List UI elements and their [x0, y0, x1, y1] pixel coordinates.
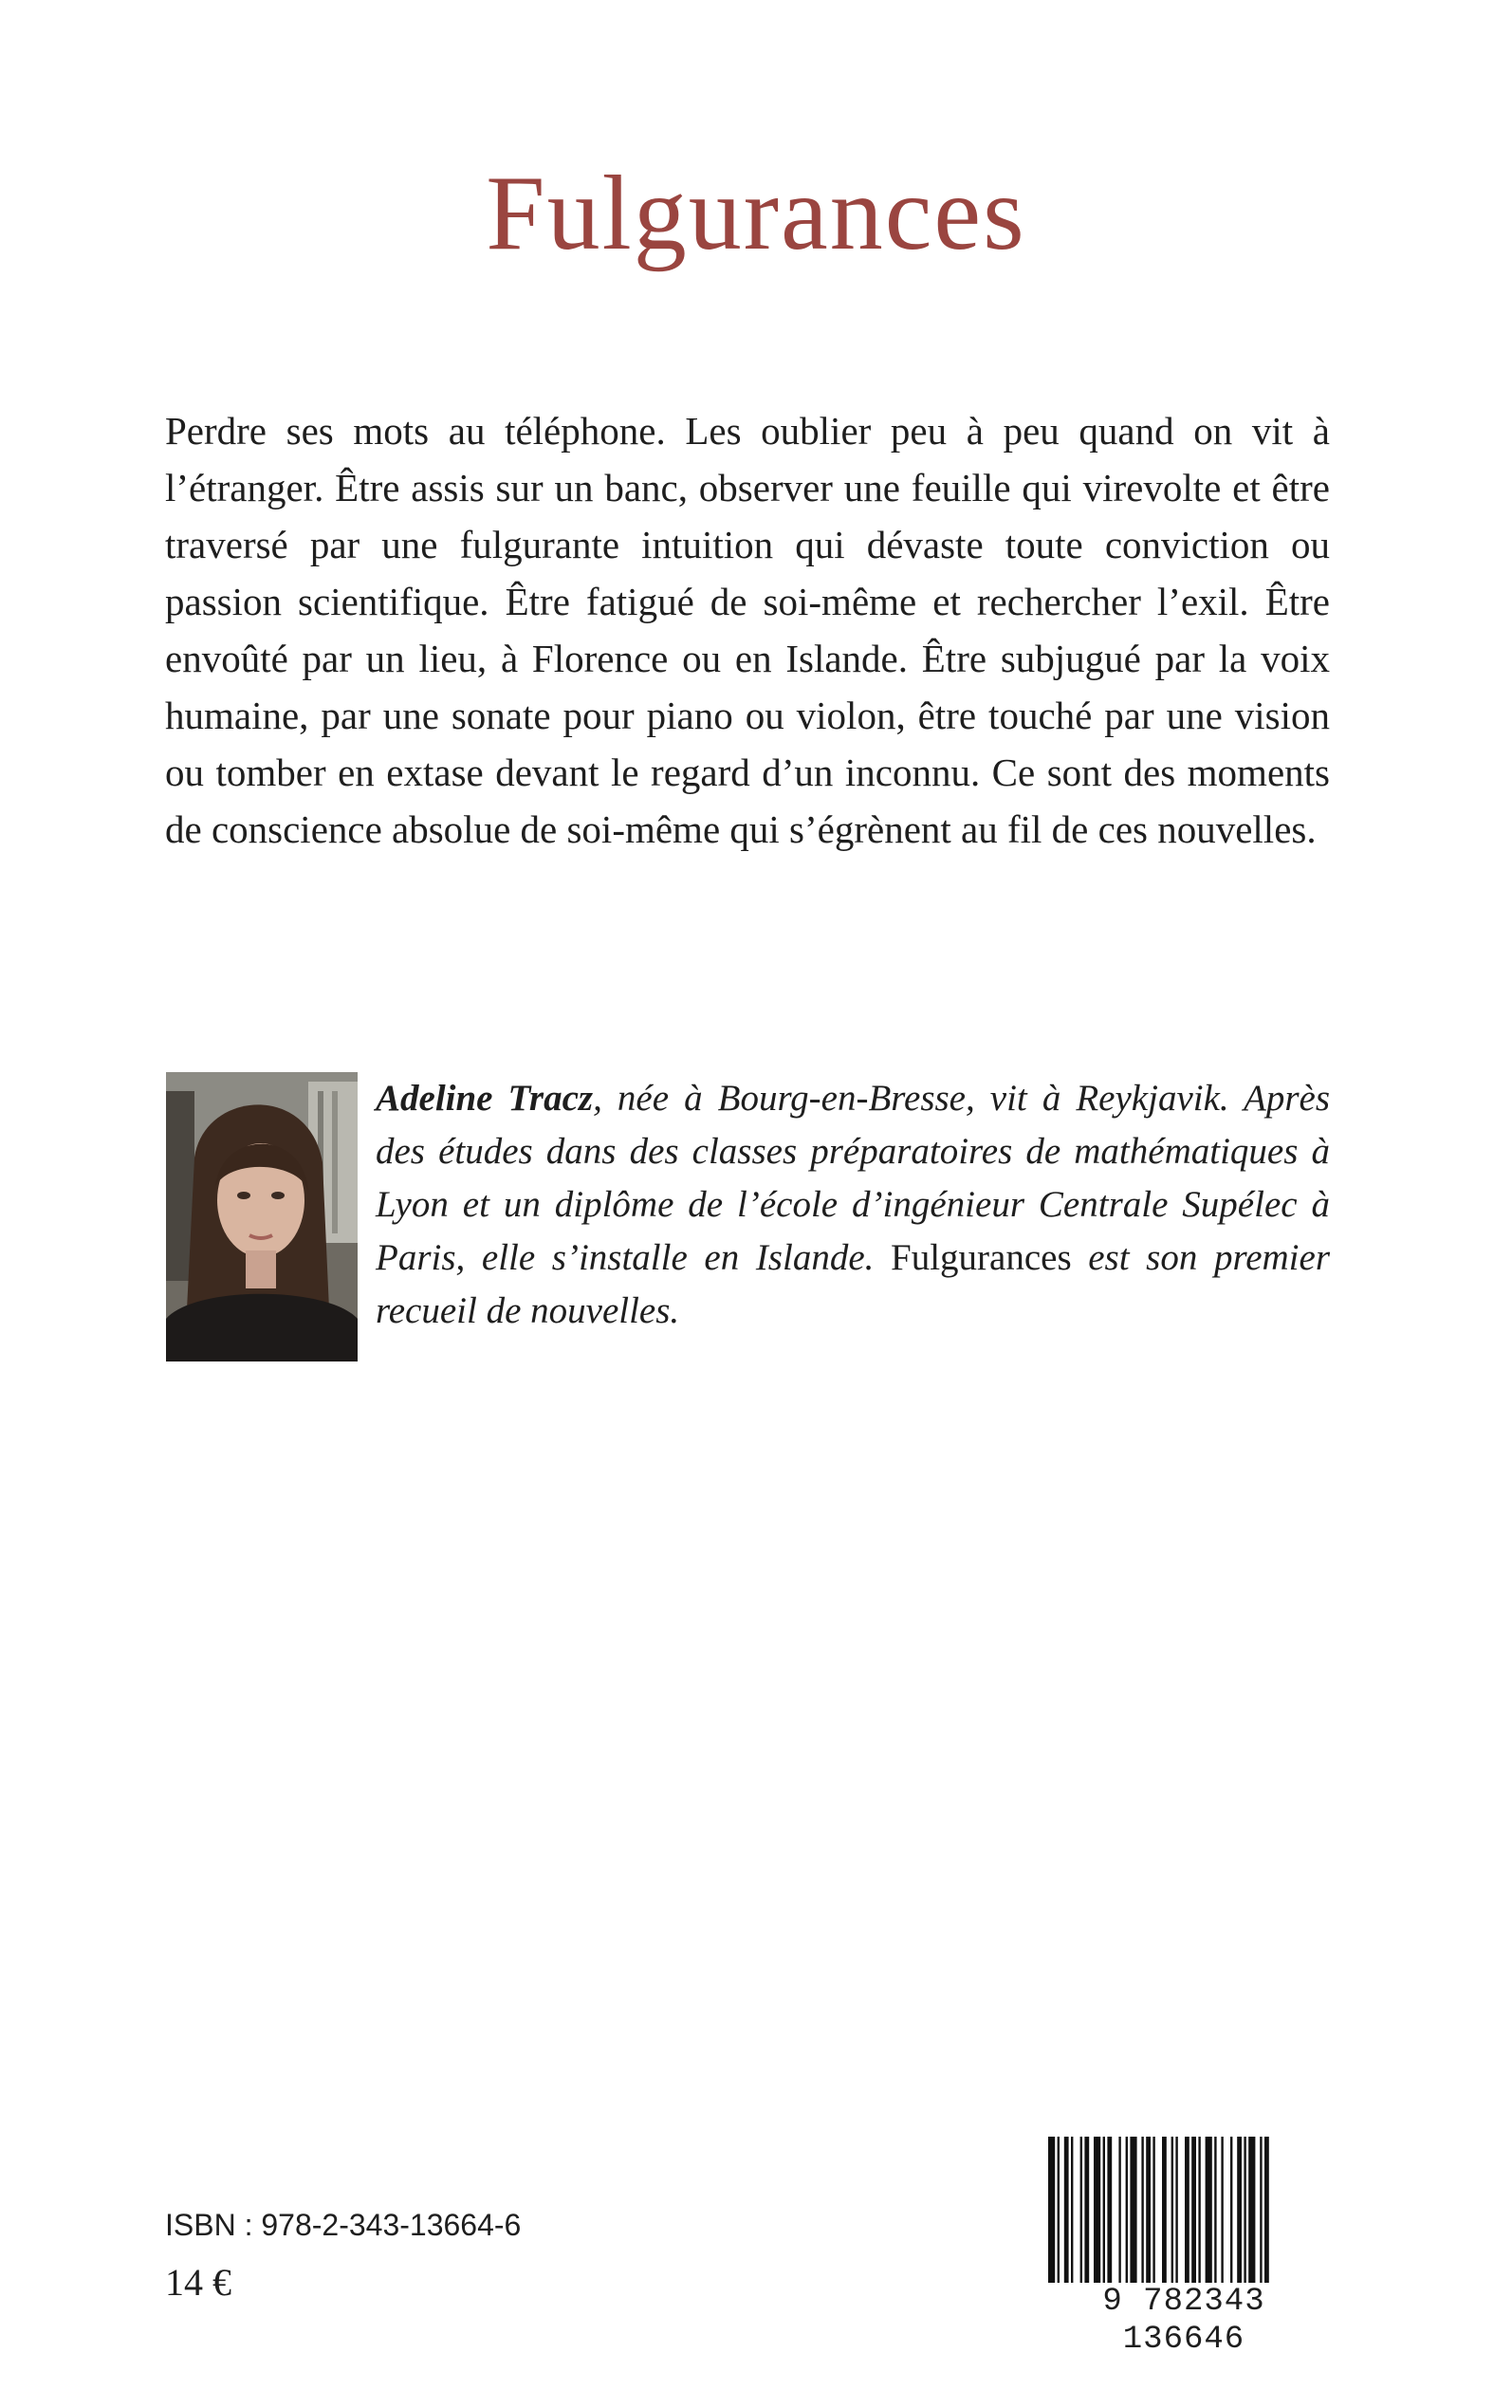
author-bio [376, 1072, 1330, 1338]
barcode-bar [1260, 2137, 1262, 2288]
author-bio-text-end: est son premier recueil de nouvelles. [376, 1237, 1330, 1331]
barcode-bar [1126, 2137, 1128, 2288]
barcode-bar [1214, 2137, 1216, 2288]
barcode-bar [1191, 2137, 1196, 2288]
barcode-bar [1175, 2137, 1177, 2288]
back-cover-blurb: Perdre ses mots au téléphone. Les oublier peu à peu quand on vit à l’étranger. Être assis sur un banc, observer une feuille qui virevolte et être traversé par une fulgurante intuition qui dévaste toute conviction ou passion scientifique. Être fatigué de soi-même et rechercher l’exil. Être envoûté par un lieu, à Florence ou en Islande. Être subjugué par la voix humaine, par une sonate pour piano ou violon, être touché par une vision ou tomber en extase devant le regard d’un inconnu. Ce sont des moments de conscience absolue de soi-même qui s’égrènent au fil de ces nouvelles. [165, 409, 1330, 851]
price: 14 € [165, 2261, 231, 2304]
barcode-bar [1130, 2137, 1136, 2288]
barcode-bar [1198, 2137, 1200, 2288]
barcode-bar [1084, 2137, 1089, 2288]
barcode-bar [1141, 2137, 1143, 2288]
barcode-bar [1071, 2137, 1073, 2288]
author-photo [166, 1072, 358, 1361]
barcode-bar [1152, 2137, 1154, 2288]
isbn: ISBN : 978-2-343-13664-6 [165, 2208, 522, 2242]
barcode-bar [1230, 2137, 1232, 2288]
author-bio-book-title: Fulgurances [891, 1237, 1072, 1278]
barcode-bar [1244, 2137, 1245, 2288]
barcode-bar [1264, 2137, 1269, 2288]
barcode-digits: 9 782343 136646 [1037, 2283, 1331, 2359]
barcode-bar [1107, 2137, 1112, 2288]
barcode-bar [1237, 2137, 1242, 2288]
barcode-bar [1094, 2137, 1100, 2288]
barcode-bar [1206, 2137, 1212, 2288]
book-title: Fulgurances [486, 155, 1026, 272]
barcode-bar [1248, 2137, 1255, 2288]
barcode-bar [1221, 2137, 1223, 2288]
barcode-bar [1064, 2137, 1069, 2288]
barcode-bar [1162, 2137, 1167, 2288]
barcode-bar [1185, 2137, 1189, 2288]
barcode-bar [1171, 2137, 1173, 2288]
author-bio-text: , née à Bourg-en-Bresse, vit à Reykjavik. Après des études dans des classes préparatoires de mathématiques à Lyon et un diplôme de l’école d’ingénieur Centrale Supélec à Paris, elle s’installe en Islande. [376, 1078, 1330, 1278]
author-name: Adeline Tracz [376, 1078, 594, 1119]
barcode-bar [1080, 2137, 1082, 2288]
barcode-bar [1058, 2137, 1060, 2288]
barcode-bar [1103, 2137, 1105, 2288]
barcode-bar [1048, 2137, 1055, 2288]
barcode-bar [1118, 2137, 1120, 2288]
barcode-bar [1146, 2137, 1151, 2288]
